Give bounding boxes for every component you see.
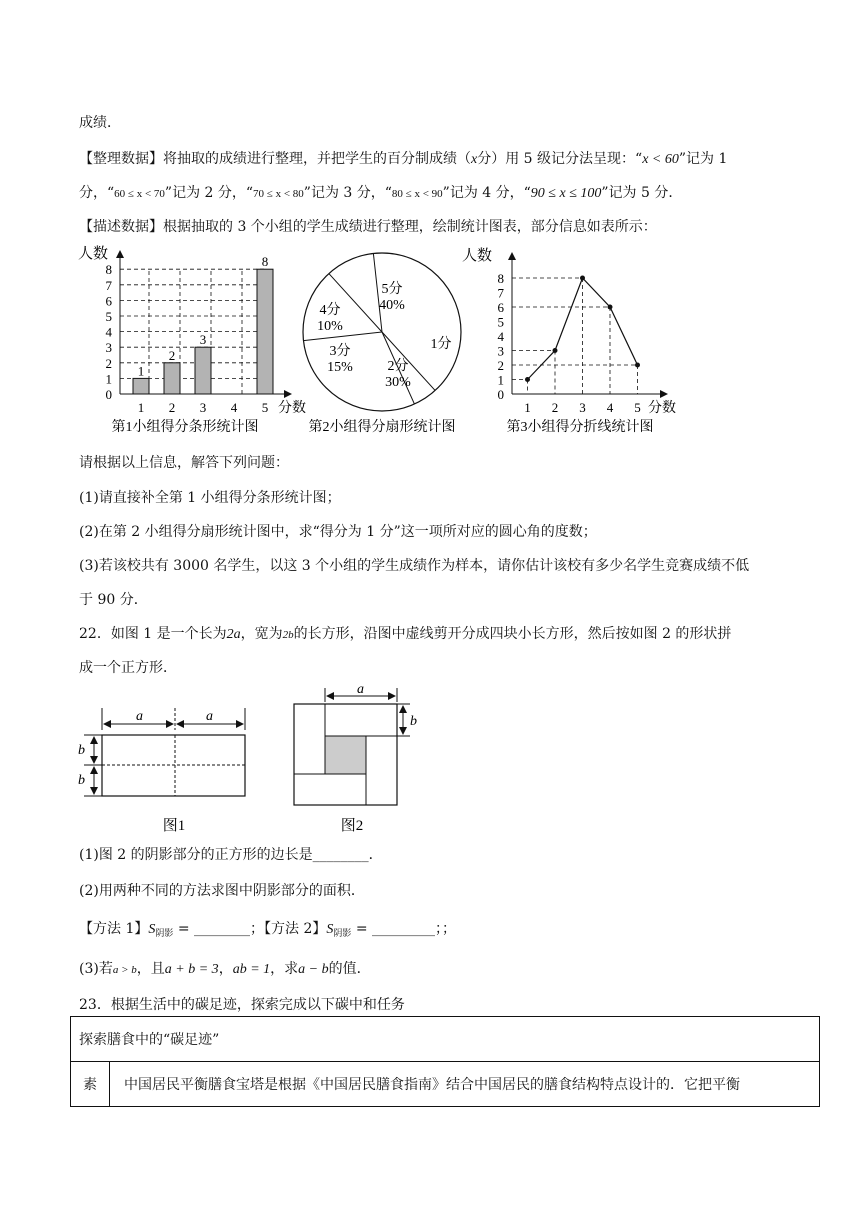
line-point: [553, 348, 558, 353]
bar-y-tick-label: 5: [105, 309, 112, 324]
text-segment: (3)若: [79, 961, 113, 977]
text-segment: = _________；；: [351, 921, 457, 937]
text-segment: 【方法 1】: [79, 921, 149, 937]
bar-data-label: 2: [168, 347, 176, 363]
math: 70 ≤ x < 80: [253, 188, 304, 200]
math: 90 ≤ x ≤ 100: [530, 186, 602, 201]
line-x-tick-label: 2: [551, 400, 559, 415]
statistics-charts: [70, 240, 700, 440]
carbon-table: [70, 1016, 820, 1107]
math: 2a: [226, 627, 241, 642]
text-segment: 【整理数据】将抽取的成绩进行整理，并把学生的百分制成绩（: [79, 151, 471, 167]
line-y-tick-label: 7: [497, 285, 504, 301]
pie-slice-label: 1分: [430, 337, 452, 352]
text-segment: = ________；: [173, 921, 265, 937]
pie-slice-label: 5分: [381, 282, 403, 297]
text-segment: ，且: [136, 961, 165, 977]
math: a + b = 3: [164, 962, 219, 977]
question-2: (2)在第 2 小组得分扇形统计图中，求“得分为 1 分”这一项所对应的圆心角的度数；: [79, 524, 597, 540]
line-x-label: 分数: [648, 401, 676, 416]
pie-slice-label: 2分: [387, 359, 409, 374]
table-row: [71, 1017, 820, 1062]
text-line: [79, 182, 682, 202]
fig1-caption: 图1: [162, 818, 186, 834]
bar-y-tick-label: 6: [105, 293, 112, 309]
math: 80 ≤ x < 90: [391, 188, 443, 200]
table-header-cell: 探索膳食中的“碳足迹”: [71, 1017, 820, 1062]
bar-x-label: 分数: [278, 401, 306, 416]
line-point: [525, 377, 530, 382]
bar-y-tick-label: 2: [105, 355, 112, 371]
line-y-tick-label: 4: [497, 329, 504, 344]
math: x < 60: [642, 152, 679, 167]
text-segment: ”记为 2 分，“: [164, 185, 254, 201]
bar-y-tick-label: 8: [105, 262, 112, 278]
label-b: b: [78, 773, 85, 788]
text-segment: ”记为 1: [678, 151, 728, 167]
label-a: a: [357, 682, 364, 697]
methods-line: [79, 918, 456, 939]
bar-data-label: 1: [137, 363, 145, 379]
subscript: 阴影: [155, 929, 174, 939]
text-segment: ，: [218, 961, 233, 977]
table-row: [71, 1062, 820, 1107]
line-y-tick-label: 6: [497, 300, 504, 315]
figure-2: [294, 682, 417, 834]
text-segment: ，宽为: [240, 626, 283, 642]
bar-y-tick-label: 3: [105, 340, 112, 356]
subscript: 阴影: [333, 929, 352, 939]
bar-2: [164, 363, 180, 394]
bar-x-tick-label: 1: [137, 400, 145, 415]
problem-22: [79, 623, 731, 643]
question-3: (3)若该校共有 3000 名学生，以这 3 个小组的学生成绩作为样本，请你估计该校有多少名学生竞赛成绩不低: [79, 558, 750, 574]
text-segment: 的值．: [328, 961, 371, 977]
text-segment: ”记为 3 分，“: [303, 185, 392, 201]
line-chart-title: 第3小组得分折线统计图: [506, 420, 654, 435]
math: 2b: [282, 629, 294, 641]
table-text-cell: 中国居民平衡膳食宝塔是根据《中国居民膳食指南》结合中国居民的膳食结构特点设计的．它把平衡: [110, 1062, 820, 1107]
bar-y-tick-label: 7: [105, 277, 112, 293]
line-y-tick-label: 0: [497, 387, 504, 402]
subquestion-3: [79, 958, 371, 978]
rectangle-figures: [70, 678, 430, 838]
pie-chart-title: 第2小组得分扇形统计图: [308, 420, 456, 435]
problem-22-cont: 成一个正方形．: [79, 660, 177, 676]
label-b: b: [410, 714, 417, 729]
bar-3: [195, 347, 211, 394]
label-a: a: [206, 709, 213, 724]
pie-slice-label: 4分: [319, 303, 341, 318]
math: a > b: [112, 964, 137, 976]
bar-data-label: 8: [261, 254, 269, 270]
figure-1: [78, 708, 245, 834]
line-x-tick-label: 4: [606, 400, 614, 415]
text-line: [79, 148, 727, 168]
text-segment: 22．如图 1 是一个长为: [79, 626, 227, 642]
bar-chart-title: 第1小组得分条形统计图: [111, 420, 259, 435]
bar-data-label: 3: [199, 332, 207, 348]
text-line: 成绩．: [79, 115, 121, 131]
pie-slice-percent: 10%: [317, 319, 343, 334]
table-label-cell: 素: [71, 1062, 110, 1107]
line-point: [635, 363, 640, 368]
line-point: [608, 305, 613, 310]
bar-5: [257, 269, 273, 394]
label-a: a: [136, 709, 143, 724]
line-y-tick-label: 8: [497, 271, 504, 286]
question-1: (1)请直接补全第 1 小组得分条形统计图；: [79, 490, 341, 506]
bar-x-tick-label: 4: [230, 400, 238, 415]
line-y-label: 人数: [462, 248, 493, 264]
pie-slice-percent: 30%: [385, 375, 411, 390]
math: S: [326, 922, 334, 937]
bar-y-tick-label: 4: [105, 324, 112, 340]
bar-x-tick-label: 2: [168, 400, 176, 415]
text-segment: ”记为 4 分，“: [442, 185, 531, 201]
question-3-cont: 于 90 分．: [79, 592, 148, 608]
line-x-tick-label: 1: [524, 400, 531, 415]
text-segment: 的长方形，沿图中虚线剪开分成四块小长方形，然后按如图 2 的形状拼: [293, 626, 732, 642]
text-segment: 分）用 5 级记分法呈现：“: [477, 151, 643, 167]
text-segment: 分，“: [79, 185, 115, 201]
bar-x-tick-label: 3: [199, 400, 207, 415]
line-y-tick-label: 5: [497, 314, 504, 330]
text-segment: ，求: [270, 961, 299, 977]
math: a − b: [298, 962, 329, 977]
subquestion-1: (1)图 2 的阴影部分的正方形的边长是________．: [79, 847, 383, 863]
math: S: [148, 922, 156, 937]
line-x-tick-label: 5: [634, 400, 641, 415]
bar-y-tick-label: 1: [105, 371, 112, 387]
text-line: 请根据以上信息，解答下列问题：: [79, 455, 289, 471]
text-segment: ”记为 5 分．: [601, 185, 683, 201]
problem-23: 23．根据生活中的碳足迹，探索完成以下碳中和任务: [79, 997, 405, 1013]
line-point: [580, 276, 585, 281]
text-segment: 【方法 2】: [264, 921, 327, 937]
line-y-tick-label: 1: [497, 372, 504, 388]
math: x: [471, 152, 478, 167]
pie-slice-percent: 15%: [327, 360, 353, 375]
pie-slice-percent: 40%: [379, 298, 405, 313]
bar-y-label: 人数: [78, 246, 109, 262]
fig2-caption: 图2: [340, 818, 364, 834]
subquestion-2: (2)用两种不同的方法求图中阴影部分的面积．: [79, 883, 365, 899]
bar-x-tick-label: 5: [261, 400, 269, 415]
math: ab = 1: [232, 962, 271, 977]
line-x-tick-label: 3: [579, 400, 586, 415]
bar-1: [133, 378, 149, 394]
bar-y-tick-label: 0: [105, 387, 112, 402]
label-b: b: [78, 743, 85, 758]
text-line: 【描述数据】根据抽取的 3 个小组的学生成绩进行整理，绘制统计图表，部分信息如表所示：: [79, 219, 657, 235]
line-y-tick-label: 2: [497, 358, 504, 373]
math: 60 ≤ x < 70: [114, 188, 165, 200]
pie-slice-label: 3分: [329, 344, 351, 359]
line-y-tick-label: 3: [497, 343, 504, 359]
